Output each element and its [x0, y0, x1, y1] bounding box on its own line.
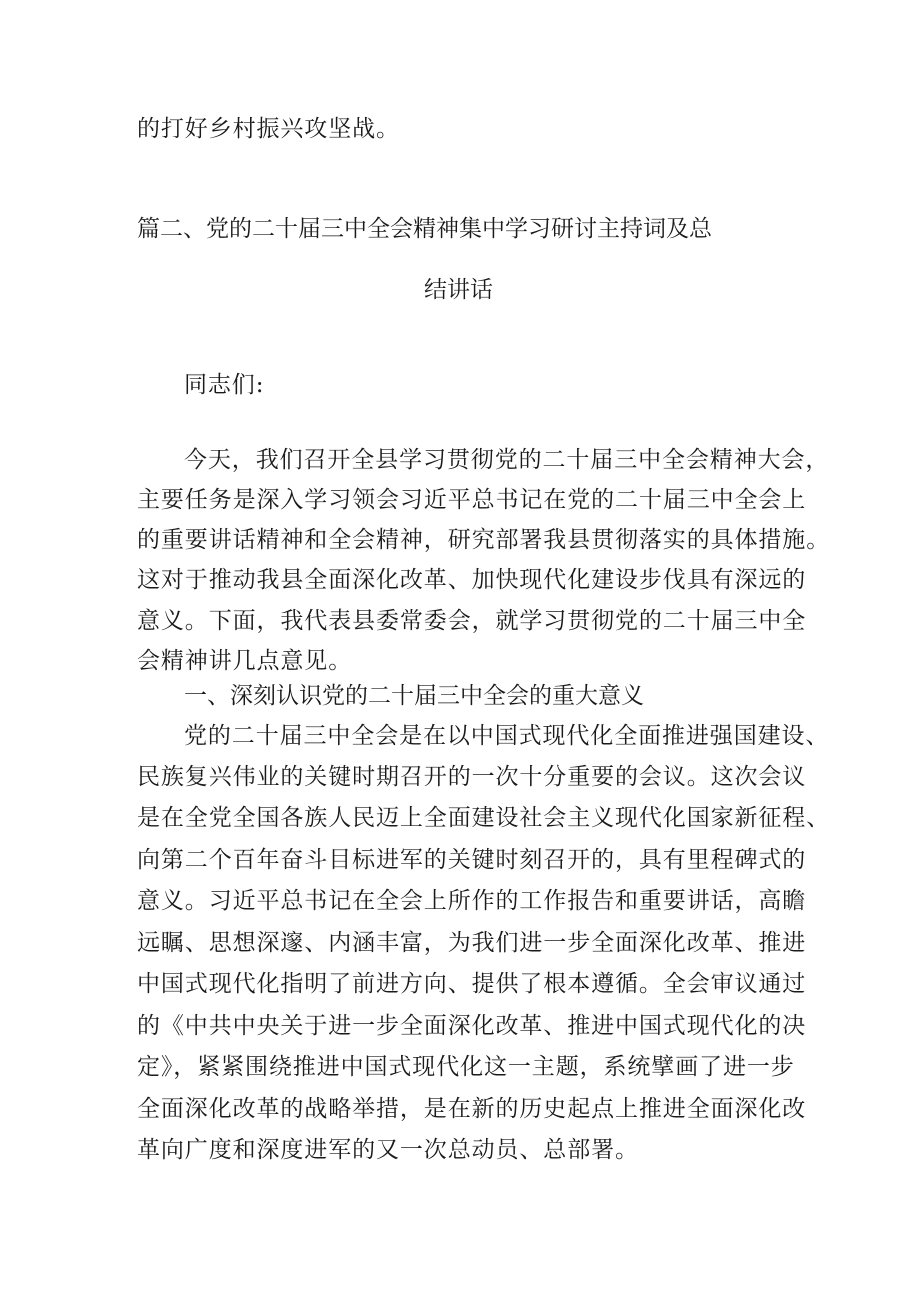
paragraph-2-line: 是在全党全国各族人民迈上全面建设社会主义现代化国家新征程、 — [137, 805, 831, 831]
paragraph-1-line: 这对于推动我县全面深化改革、加快现代化建设步伐具有深远的 — [137, 567, 807, 593]
paragraph-1-line: 会精神讲几点意见。 — [137, 648, 353, 674]
paragraph-1-line: 意义。下面，我代表县委常委会，就学习贯彻党的二十届三中全 — [137, 608, 807, 634]
paragraph-2-line: 革向广度和深度进军的又一次总动员、总部署。 — [137, 1137, 639, 1163]
paragraph-2-line: 中国式现代化指明了前进方向、提供了根本遵循。全会审议通过 — [137, 971, 807, 997]
document-title-line-2: 结讲话 — [424, 277, 493, 303]
paragraph-2-line: 向第二个百年奋斗目标进军的关键时刻召开的，具有里程碑式的 — [137, 847, 807, 873]
document-title-line-1: 篇二、党的二十届三中全会精神集中学习研讨主持词及总 — [137, 216, 712, 242]
section-1-heading: 一、深刻认识党的二十届三中全会的重大意义 — [184, 683, 644, 709]
paragraph-2-line: 的《中共中央关于进一步全面深化改革、推进中国式现代化的决 — [137, 1013, 807, 1039]
paragraph-1-line: 今天，我们召开全县学习贯彻党的二十届三中全会精神大会， — [184, 447, 830, 473]
salutation: 同志们: — [184, 372, 265, 398]
paragraph-2-line: 民族复兴伟业的关键时期召开的一次十分重要的会议。这次会议 — [137, 764, 807, 790]
paragraph-2-line: 定》，紧紧围绕推进中国式现代化这一主题，系统擘画了进一步 — [137, 1054, 795, 1080]
paragraph-2-line: 党的二十届三中全会是在以中国式现代化全面推进强国建设、 — [184, 723, 830, 749]
paragraph-2-line: 全面深化改革的战略举措，是在新的历史起点上推进全面深化改 — [137, 1096, 807, 1122]
paragraph-1-line: 主要任务是深入学习领会习近平总书记在党的二十届三中全会上 — [137, 487, 807, 513]
paragraph-2-line: 远瞩、思想深邃、内涵丰富，为我们进一步全面深化改革、推进 — [137, 930, 807, 956]
paragraph-2-line: 意义。习近平总书记在全会上所作的工作报告和重要讲话，高瞻 — [137, 888, 807, 914]
paragraph-1-line: 的重要讲话精神和全会精神，研究部署我县贯彻落实的具体措施。 — [137, 527, 831, 553]
top-fragment: 的打好乡村振兴攻坚战。 — [137, 116, 400, 142]
